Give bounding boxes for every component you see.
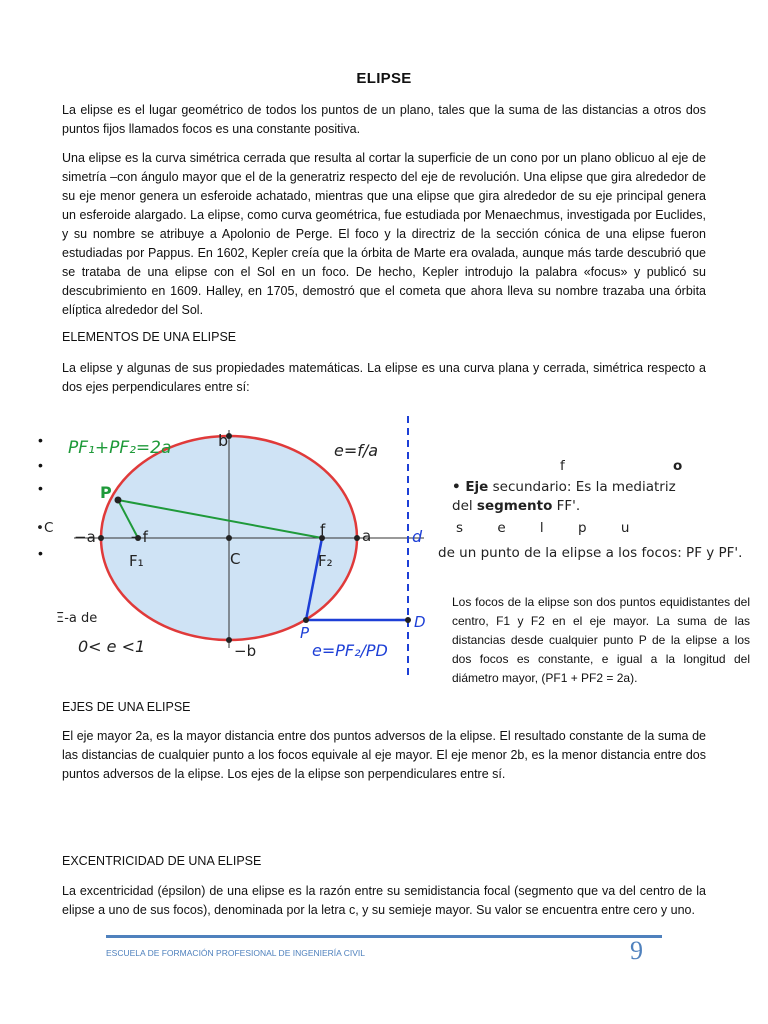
label-b: b xyxy=(218,431,229,450)
label-ineq: 0< e <1 xyxy=(78,637,146,656)
label-e2: e=PF₂/PD xyxy=(312,641,388,660)
point-minus-b xyxy=(226,637,232,643)
point-d xyxy=(405,617,411,623)
footer-school: ESCUELA DE FORMACIÓN PROFESIONAL DE INGENIERÍA CIVIL xyxy=(106,948,365,958)
point-p2 xyxy=(303,617,309,623)
label-minus-a: −a xyxy=(74,528,96,546)
elements-paragraph: La elipse y algunas de sus propiedades matemáticas. La elipse es una curva plana y cerrada, simétrica respecto a dos ejes perpendiculares entre sí: xyxy=(62,361,706,394)
label-a: a xyxy=(362,527,372,545)
eccentricity-paragraph: La excentricidad (épsilon) de una elipse es la razón entre su semidistancia focal (segmento que va del centro de la elipse a uno de sus focos), denominada por la letra c, y su semieje mayor. Su valor se encuentra entre cero y uno. xyxy=(62,884,706,917)
bullet-1: • xyxy=(38,432,43,448)
point-p xyxy=(115,497,122,504)
label-minus-b: −b xyxy=(234,642,257,660)
bullet-5: • xyxy=(38,545,43,561)
label-d: d xyxy=(412,527,423,546)
footer-rule xyxy=(106,935,662,938)
label-p2: P xyxy=(300,624,310,642)
axes-paragraph: El eje mayor 2a, es la mayor distancia entre dos puntos adversos de la elipse. El resultado constante de la suma de las distancias de cualquier punto a los focos equivale al eje mayor. El eje menor 2b, es la menor distancia entre dos puntos adversos de la elipse. Los ejes de la elipse son perpendiculares entre sí. xyxy=(62,729,706,781)
history-paragraph: Una elipse es la curva simétrica cerrada que resulta al cortar la superficie de un cono por un plano oblicuo al eje de simetría –con ángulo mayor que el de la generatriz respecto del eje de revolución. Una elipse que gira alrededor de su eje menor genera un esferoide achatado, mientras que una elipse que gira alrededor de su eje principal genera un esferoide alargado. La elipse, como curva geométrica, fue estudiada por Menaechmus, investigada por Euclides, y su nombre se atribuye a Apolonio de Perge. El foco y la directriz de la sección cónica de una elipse fueron estudiadas por Pappus. En 1602, Kepler creía que la órbita de Marte era ovalada, aunque más tarde descubrió que se trataba de una elipse con el Sol en un foco. De hecho, Kepler introdujo la palabra «focus» y publicó su descubrimiento en 1609. Halley, en 1705, demostró que el cometa que ahora lleva su nombre trazaba una órbita elíptica alrededor del Sol. xyxy=(62,151,706,317)
label-minus-f: −f xyxy=(130,528,148,546)
distance-line: de un punto de la elipse a los focos: PF y PF'. xyxy=(438,545,743,561)
ellipse-figure xyxy=(34,408,444,690)
bullet-2: • xyxy=(38,457,43,473)
intro-paragraph: La elipse es el lugar geométrico de todos los puntos de un plano, tales que la suma de las distancias a otros dos puntos fijos llamados focos es una constante positiva. xyxy=(62,103,706,136)
segmento-text: segmento xyxy=(476,498,553,514)
eje-label: • Eje xyxy=(452,479,489,495)
label-p: P xyxy=(100,483,112,502)
label-f1: F₁ xyxy=(129,552,144,570)
ff-text: FF'. xyxy=(552,498,581,514)
page-number: 9 xyxy=(630,936,643,965)
formula-sum: PF₁+PF₂=2a xyxy=(68,438,172,458)
axes-heading: EJES DE UNA ELIPSE xyxy=(62,700,191,714)
overlay-letter-o: o xyxy=(673,458,683,474)
bullet-3: • xyxy=(38,480,43,496)
label-cut: Ξ-a de xyxy=(56,611,98,626)
spread-letters: s e l p u xyxy=(456,520,630,536)
label-f2: F₂ xyxy=(318,552,333,570)
point-minus-a xyxy=(98,535,104,541)
elements-heading: ELEMENTOS DE UNA ELIPSE xyxy=(62,330,237,344)
eje-secundario-line xyxy=(452,479,676,495)
foci-paragraph: Los focos de la elipse son dos puntos equidistantes del centro, F1 y F2 en el eje mayor. La suma de las distancias desde cualquier punto P de la elipse a los dos focos es constante, e igual a la longitud del diámetro mayor, (PF1 + PF2 = 2a). xyxy=(452,595,750,685)
label-f: f xyxy=(320,521,326,539)
bullet-c: •C xyxy=(36,520,54,536)
eccentricity-heading: EXCENTRICIDAD DE UNA ELIPSE xyxy=(62,854,262,868)
overlay-letter-f: f xyxy=(560,458,565,474)
label-c: C xyxy=(230,550,241,568)
del-text: del xyxy=(452,498,477,514)
eje-rest: secundario: Es la mediatriz xyxy=(488,479,676,495)
label-e: e=f/a xyxy=(334,441,379,460)
point-a xyxy=(354,535,360,541)
label-big-d: D xyxy=(414,613,426,631)
segmento-line xyxy=(452,498,580,514)
point-c xyxy=(226,535,232,541)
page-title: ELIPSE xyxy=(356,70,412,87)
